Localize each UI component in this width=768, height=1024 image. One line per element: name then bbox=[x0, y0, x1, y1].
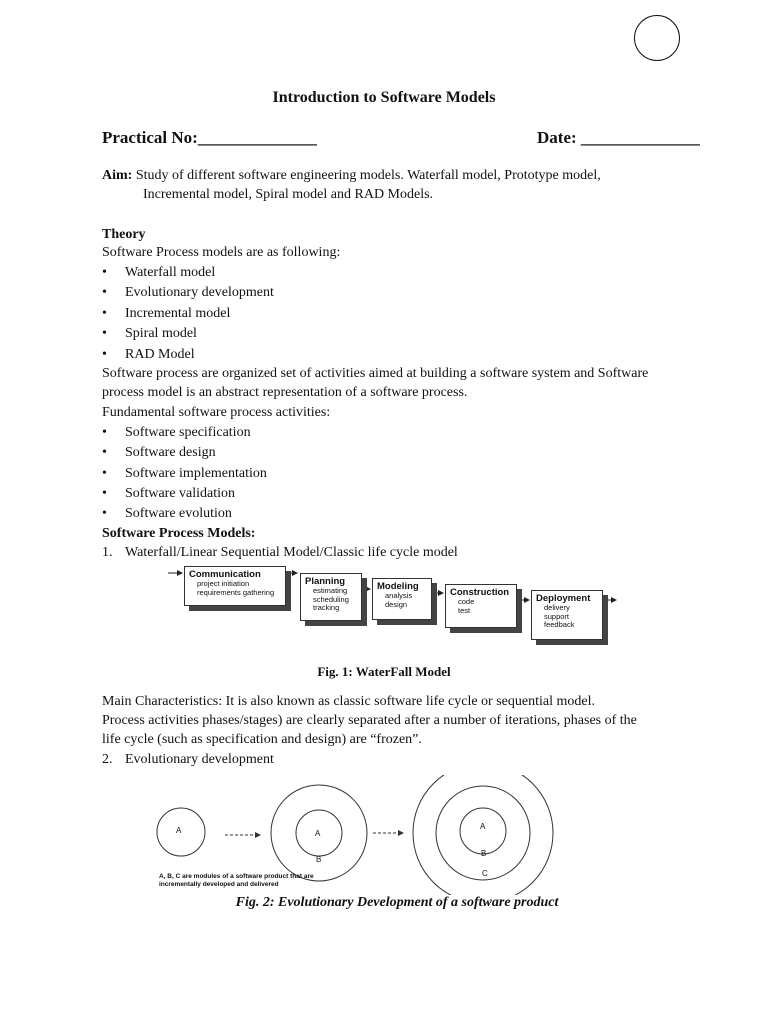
figure-1-caption: Fig. 1: WaterFall Model bbox=[317, 664, 451, 679]
waterfall-stage-communication: Communication project initiation requirements gathering bbox=[184, 566, 286, 606]
theory-intro: Software Process models are as following: bbox=[102, 245, 341, 260]
waterfall-stage-deployment: Deployment delivery support feedback bbox=[531, 590, 603, 640]
aim-line-2: Incremental model, Spiral model and RAD Models. bbox=[143, 187, 434, 202]
aim-label: Aim: bbox=[102, 168, 133, 183]
aim-text-1: Study of different software engineering models. Waterfall model, Prototype model, bbox=[135, 168, 601, 183]
process-paragraph-line-2: process model is an abstract representation of a software process. bbox=[102, 385, 468, 400]
module-label: C bbox=[482, 869, 488, 878]
fundamental-activities-heading: Fundamental software process activities: bbox=[102, 405, 331, 420]
characteristics-line-1: Main Characteristics: It is also known as classic software life cycle or sequential model. bbox=[102, 694, 595, 709]
process-paragraph-line-1: Software process are organized set of activities aimed at building a software system and Software bbox=[102, 366, 649, 381]
module-label: A bbox=[315, 829, 321, 838]
date-label: Date: ______________ bbox=[537, 128, 700, 147]
module-label: B bbox=[481, 849, 487, 858]
module-abc-middle-circle bbox=[436, 786, 530, 880]
aim-line-1 bbox=[102, 166, 601, 186]
page-title: Introduction to Software Models bbox=[272, 89, 496, 106]
characteristics-line-3: life cycle (such as specification and design) are “frozen”. bbox=[102, 732, 422, 747]
practical-no-label: Practical No:______________ bbox=[102, 128, 317, 147]
page-number-circle bbox=[634, 15, 680, 61]
theory-heading: Theory bbox=[102, 227, 146, 242]
module-label: B bbox=[316, 855, 322, 864]
module-label: A bbox=[480, 822, 486, 831]
characteristics-line-2: Process activities phases/stages) are clearly separated after a number of iterations, phases of the bbox=[102, 713, 637, 728]
module-label: A bbox=[176, 826, 182, 835]
evolutionary-note: A, B, C are modules of a software product that are incrementally developed and delivered bbox=[159, 873, 314, 888]
process-models-heading: Software Process Models: bbox=[102, 526, 256, 541]
waterfall-stage-planning: Planning estimating scheduling tracking bbox=[300, 573, 362, 621]
figure-2-caption: Fig. 2: Evolutionary Development of a software product bbox=[235, 895, 559, 910]
waterfall-stage-modeling: Modeling analysis design bbox=[372, 578, 432, 620]
module-abc-inner-circle bbox=[460, 808, 506, 854]
waterfall-stage-construction: Construction code test bbox=[445, 584, 517, 628]
